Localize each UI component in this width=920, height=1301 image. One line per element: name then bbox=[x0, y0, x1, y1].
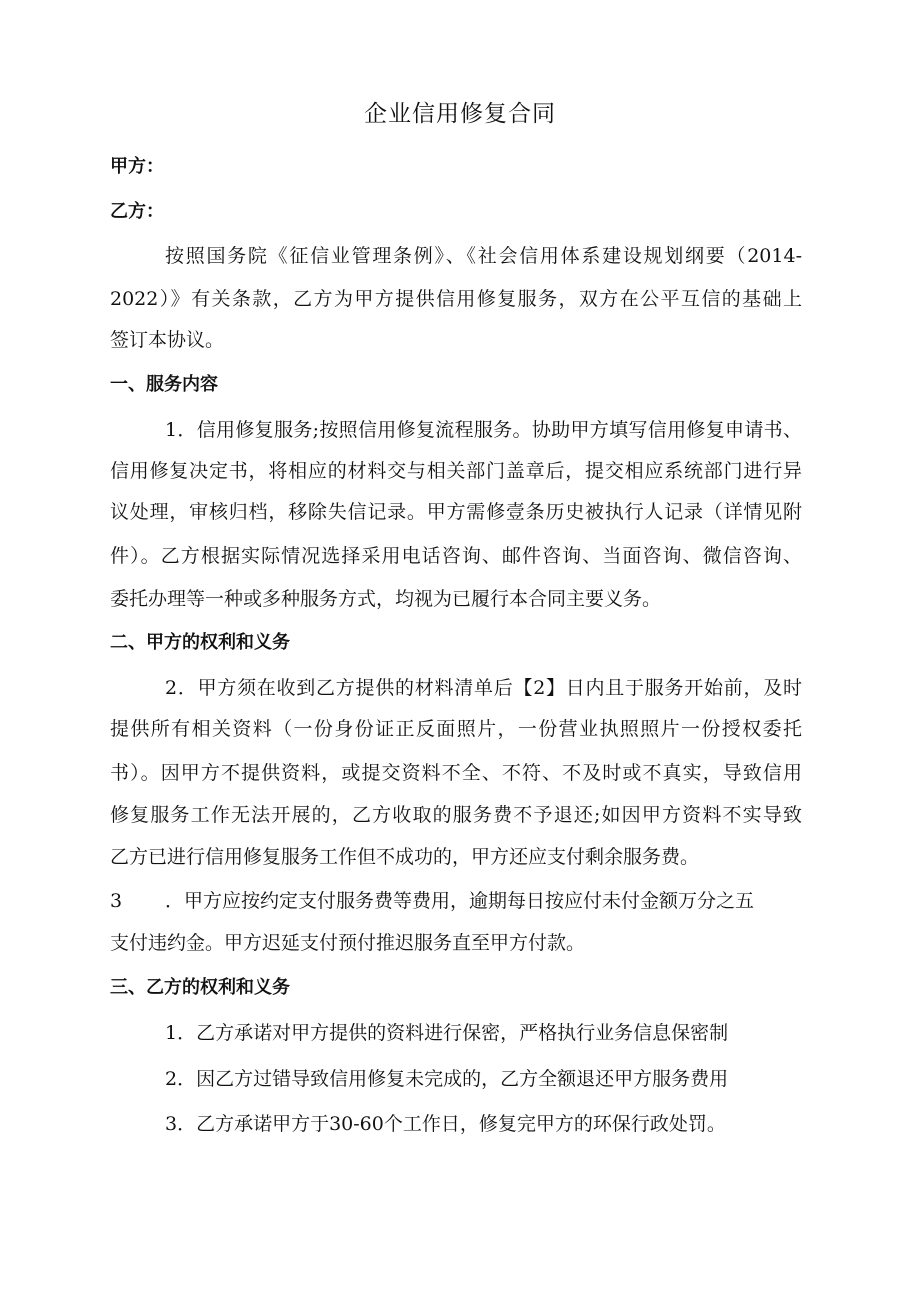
section2-heading: 二、甲方的权利和义务 bbox=[110, 632, 290, 653]
intro-line: 按照国务院《征信业管理条例》、《社会信用体系建设规划纲要（2014- bbox=[165, 245, 802, 267]
clause-3-line: 支付违约金。甲方迟延支付预付推迟服务直至甲方付款。 bbox=[110, 932, 586, 954]
section1-line: 信用修复决定书，将相应的材料交与相关部门盖章后，提交相应系统部门进行异 bbox=[110, 460, 802, 482]
clause-3-number: 3 bbox=[110, 890, 123, 912]
party-b-label: 乙方： bbox=[110, 201, 164, 222]
intro-line: 2022）》有关条款，乙方为甲方提供信用修复服务，双方在公平互信的基础上 bbox=[110, 288, 802, 310]
section2-line: 乙方已进行信用修复服务工作但不成功的，甲方还应支付剩余服务费。 bbox=[110, 846, 700, 868]
section1-line: 委托办理等一种或多种服务方式，均视为已履行本合同主要义务。 bbox=[110, 588, 662, 610]
section1-line: 1．信用修复服务;按照信用修复流程服务。协助甲方填写信用修复申请书、 bbox=[165, 419, 802, 441]
section2-line: 修复服务工作无法开展的，乙方收取的服务费不予退还;如因甲方资料不实导致 bbox=[110, 804, 802, 826]
section1-heading: 一、服务内容 bbox=[110, 374, 218, 395]
section3-item: 1．乙方承诺对甲方提供的资料进行保密，严格执行业务信息保密制 bbox=[165, 1022, 729, 1044]
party-a-label: 甲方： bbox=[110, 156, 164, 177]
document-title: 企业信用修复合同 bbox=[364, 101, 556, 127]
section2-line: 书）。因甲方不提供资料，或提交资料不全、不符、不及时或不真实，导致信用 bbox=[110, 762, 802, 784]
clause-3-line: ．甲方应按约定支付服务费等费用，逾期每日按应付未付金额万分之五 bbox=[165, 890, 755, 912]
intro-line: 签订本协议。 bbox=[110, 329, 225, 351]
section2-line: 提供所有相关资料（一份身份证正反面照片，一份营业执照照片一份授权委托 bbox=[110, 718, 802, 740]
section3-heading: 三、乙方的权利和义务 bbox=[110, 977, 290, 998]
section1-line: 议处理，审核归档，移除失信记录。甲方需修壹条历史被执行人记录（详情见附 bbox=[110, 501, 802, 523]
section3-item: 3．乙方承诺甲方于30-60个工作日，修复完甲方的环保行政处罚。 bbox=[165, 1113, 726, 1135]
section1-line: 件）。乙方根据实际情况选择采用电话咨询、邮件咨询、当面咨询、微信咨询、 bbox=[110, 545, 802, 567]
section3-item: 2．因乙方过错导致信用修复未完成的，乙方全额退还甲方服务费用 bbox=[165, 1068, 729, 1090]
section2-line: 2．甲方须在收到乙方提供的材料清单后【2】日内且于服务开始前，及时 bbox=[165, 677, 802, 699]
